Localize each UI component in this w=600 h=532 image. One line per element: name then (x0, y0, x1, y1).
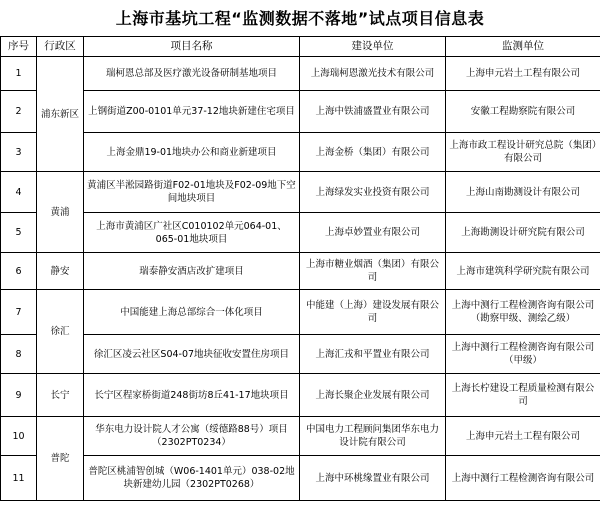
cell-project: 黄浦区半淞园路街道F02-01地块及F02-09地下空间地块项目 (84, 172, 300, 213)
table-row (1, 57, 600, 91)
cell-district: 浦东新区 (37, 57, 84, 172)
table-row (1, 253, 600, 290)
cell-builder: 上海卓妙置业有限公司 (300, 213, 446, 253)
cell-builder: 上海长聚企业发展有限公司 (300, 374, 446, 417)
table-row (1, 290, 600, 335)
cell-builder: 上海汇戎和平置业有限公司 (300, 335, 446, 374)
cell-builder: 上海市糖业烟酒（集团）有限公司 (300, 253, 446, 290)
cell-no: 10 (1, 417, 37, 456)
cell-no: 9 (1, 374, 37, 417)
header-builder: 建设单位 (300, 37, 446, 57)
cell-monitor: 上海申元岩土工程有限公司 (446, 417, 600, 456)
cell-no: 7 (1, 290, 37, 335)
table-row (1, 172, 600, 213)
cell-no: 4 (1, 172, 37, 213)
cell-builder: 中能建（上海）建设发展有限公司 (300, 290, 446, 335)
cell-project: 华东电力设计院人才公寓（绥德路88号）项目（2302PT0234） (84, 417, 300, 456)
cell-builder: 上海绿发实业投资有限公司 (300, 172, 446, 213)
cell-no: 6 (1, 253, 37, 290)
project-info-table (0, 36, 600, 501)
header-project: 项目名称 (84, 37, 300, 57)
cell-no: 2 (1, 91, 37, 133)
cell-project: 中国能建上海总部综合一体化项目 (84, 290, 300, 335)
cell-no: 3 (1, 133, 37, 172)
cell-builder: 上海金桥（集团）有限公司 (300, 133, 446, 172)
cell-no: 8 (1, 335, 37, 374)
cell-project: 普陀区桃浦智创城（W06-1401单元）038-02地块新建幼儿园（2302PT0268） (84, 456, 300, 501)
cell-monitor: 上海中测行工程检测咨询有限公司（甲级） (446, 335, 600, 374)
cell-monitor: 上海勘测设计研究院有限公司 (446, 213, 600, 253)
cell-project: 长宁区程家桥街道248街坊8丘41-17地块项目 (84, 374, 300, 417)
header-district: 行政区 (37, 37, 84, 57)
cell-monitor: 上海市建筑科学研究院有限公司 (446, 253, 600, 290)
cell-monitor: 上海山南勘测设计有限公司 (446, 172, 600, 213)
cell-monitor: 安徽工程勘察院有限公司 (446, 91, 600, 133)
cell-project: 上钢街道Z00-0101单元37-12地块新建住宅项目 (84, 91, 300, 133)
cell-monitor: 上海市政工程设计研究总院（集团）有限公司 (446, 133, 600, 172)
cell-builder: 上海中铁浦盛置业有限公司 (300, 91, 446, 133)
table-row (1, 456, 600, 501)
cell-no: 5 (1, 213, 37, 253)
cell-monitor: 上海申元岩土工程有限公司 (446, 57, 600, 91)
cell-project: 徐汇区凌云社区S04-07地块征收安置住房项目 (84, 335, 300, 374)
table-row (1, 213, 600, 253)
header-monitor: 监测单位 (446, 37, 600, 57)
cell-monitor: 上海长柠建设工程质量检测有限公司 (446, 374, 600, 417)
cell-monitor: 上海中测行工程检测咨询有限公司 (446, 456, 600, 501)
cell-district: 普陀 (37, 417, 84, 501)
cell-monitor: 上海中测行工程检测咨询有限公司（勘察甲级、测绘乙级） (446, 290, 600, 335)
cell-no: 11 (1, 456, 37, 501)
cell-project: 瑞泰静安酒店改扩建项目 (84, 253, 300, 290)
cell-builder: 中国电力工程顾问集团华东电力设计院有限公司 (300, 417, 446, 456)
table-row (1, 91, 600, 133)
cell-builder: 上海中环桃缘置业有限公司 (300, 456, 446, 501)
cell-district: 长宁 (37, 374, 84, 417)
table-row (1, 133, 600, 172)
table-row (1, 417, 600, 456)
cell-no: 1 (1, 57, 37, 91)
page-title: 上海市基坑工程“监测数据不落地”试点项目信息表 (115, 9, 485, 28)
table-row (1, 335, 600, 374)
table-row (1, 374, 600, 417)
table-header-row (1, 37, 600, 57)
cell-project: 上海市黄浦区广社区C010102单元064-01、065-01地块项目 (84, 213, 300, 253)
cell-district: 静安 (37, 253, 84, 290)
cell-project: 瑞柯恩总部及医疗激光设备研制基地项目 (84, 57, 300, 91)
cell-district: 徐汇 (37, 290, 84, 374)
cell-district: 黄浦 (37, 172, 84, 253)
cell-project: 上海金鼎19-01地块办公和商业新建项目 (84, 133, 300, 172)
header-no: 序号 (1, 37, 37, 57)
cell-builder: 上海瑞柯恩激光技术有限公司 (300, 57, 446, 91)
